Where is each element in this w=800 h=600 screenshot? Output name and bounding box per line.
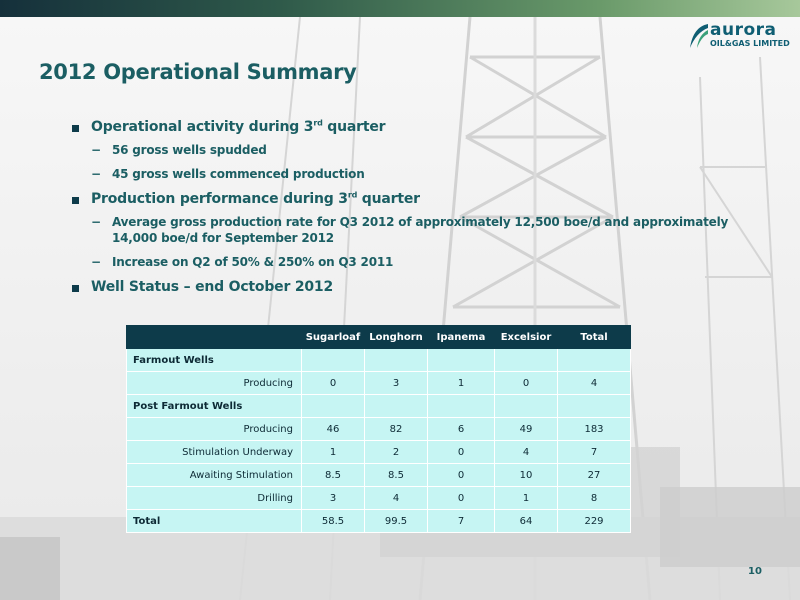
table-row [127,441,631,464]
table-cell: 6 [428,418,495,441]
table-cell: 7 [428,510,495,533]
table-cell: 3 [302,487,365,510]
table-cell: 0 [302,372,365,395]
row-label-cell: Producing [127,418,302,441]
sub-bullet-item [70,166,770,182]
table-body [127,349,631,533]
table-cell: 82 [365,418,428,441]
table-cell [495,395,558,418]
bullet-text: Operational activity during 3 [91,119,314,135]
table-cell: 1 [302,441,365,464]
table-cell [428,395,495,418]
bullet-suffix: quarter [322,119,386,135]
bullet-list [70,113,770,302]
table-cell: 8.5 [365,464,428,487]
column-header-ipanema: Ipanema [428,326,495,349]
row-label-cell: Awaiting Stimulation [127,464,302,487]
column-header-sugarloaf: Sugarloaf [302,326,365,349]
row-label-cell: Stimulation Underway [127,441,302,464]
square-bullet-icon [72,197,79,204]
table-cell: 4 [495,441,558,464]
logo-subtitle: OIL&GAS LIMITED [710,39,790,48]
sub-bullet-text: Increase on Q2 of 50% & 250% on Q3 2011 [112,255,394,269]
sub-bullet-item [70,254,770,270]
bullet-item [70,278,770,296]
square-bullet-icon [72,125,79,132]
top-gradient-bar [0,0,800,17]
table-cell [302,349,365,372]
table-header-row [127,326,631,349]
table-cell: 0 [428,487,495,510]
table-cell: 1 [428,372,495,395]
bullet-superscript: rd [313,118,323,128]
table-cell: 10 [495,464,558,487]
page-number: 10 [748,566,762,577]
aurora-logo [688,20,796,52]
row-label-cell: Producing [127,372,302,395]
table-row [127,349,631,372]
bullet-text: Well Status – end October 2012 [91,279,334,295]
bullet-text: Production performance during 3 [91,191,348,207]
table-cell: 8 [558,487,631,510]
bullet-item [70,118,770,136]
table-cell: 183 [558,418,631,441]
table-cell: 58.5 [302,510,365,533]
page-title: 2012 Operational Summary [39,60,357,84]
column-header-excelsior: Excelsior [495,326,558,349]
table-cell: 4 [558,372,631,395]
square-bullet-icon [72,285,79,292]
table-row [127,510,631,533]
sub-bullet-item [70,214,770,246]
table-row [127,418,631,441]
logo-wordmark: aurora [710,20,777,40]
table-cell: 49 [495,418,558,441]
well-status-table [126,325,631,533]
table-cell [365,349,428,372]
table-cell [558,395,631,418]
sub-bullet-text: Average gross production rate for Q3 2012 of approximately 12,500 boe/d and approximately 14,000 boe/d for September 2012 [112,215,729,245]
table-row [127,395,631,418]
table-row [127,487,631,510]
dash-bullet-icon: − [91,143,101,157]
table-cell: 1 [495,487,558,510]
bullet-suffix: quarter [357,191,420,207]
logo-swoosh-icon [688,22,710,50]
sub-bullet-text: 45 gross wells commenced production [112,167,365,181]
dash-bullet-icon: − [91,255,101,269]
sub-bullet-text: 56 gross wells spudded [112,143,267,157]
column-header [127,326,302,349]
column-header-longhorn: Longhorn [365,326,428,349]
table-cell: 3 [365,372,428,395]
bullet-item [70,190,770,208]
row-label-cell: Drilling [127,487,302,510]
table-cell: 0 [428,441,495,464]
row-label-cell: Post Farmout Wells [127,395,302,418]
table-cell: 2 [365,441,428,464]
table-row [127,372,631,395]
table-cell: 8.5 [302,464,365,487]
table-cell: 4 [365,487,428,510]
bullet-superscript: rd [347,190,358,200]
dash-bullet-icon: − [91,215,101,229]
table-cell: 27 [558,464,631,487]
table-cell [365,395,428,418]
table-cell [428,349,495,372]
table-cell [302,395,365,418]
table-cell: 46 [302,418,365,441]
table-cell: 0 [495,372,558,395]
table-cell: 229 [558,510,631,533]
table-cell: 7 [558,441,631,464]
row-label-cell: Farmout Wells [127,349,302,372]
table-cell [495,349,558,372]
table-cell: 64 [495,510,558,533]
table-row [127,464,631,487]
dash-bullet-icon: − [91,167,101,181]
table-cell: 0 [428,464,495,487]
table-cell [558,349,631,372]
row-label-cell: Total [127,510,302,533]
column-header-total: Total [558,326,631,349]
table-cell: 99.5 [365,510,428,533]
sub-bullet-item [70,142,770,158]
